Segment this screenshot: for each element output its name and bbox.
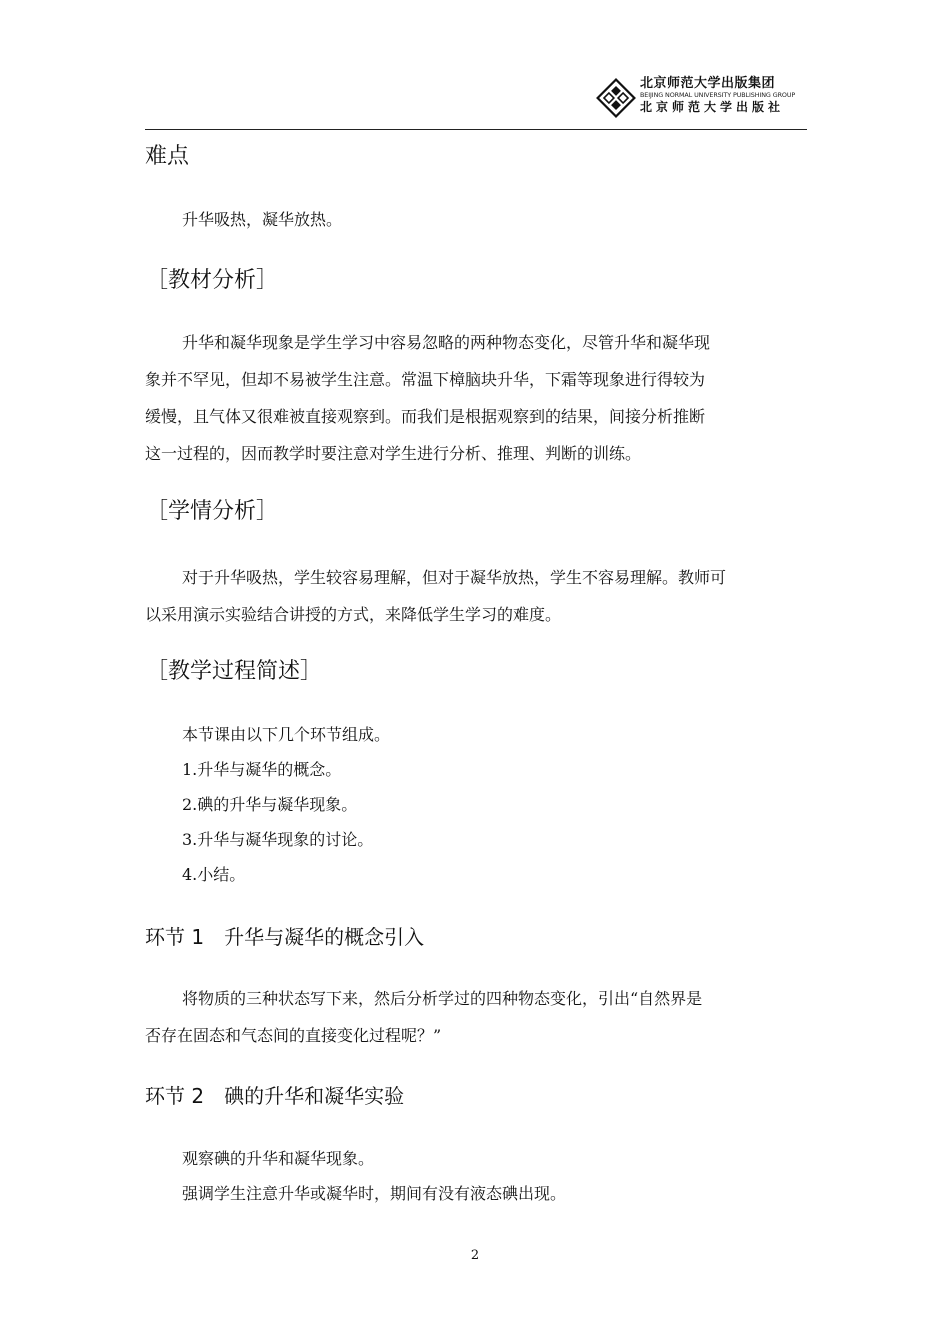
paragraph-line: 对于升华吸热，学生较容易理解，但对于凝华放热，学生不容易理解。教师可: [182, 568, 727, 587]
heading-jiaoxue-guocheng: ［教学过程简述］: [146, 659, 323, 684]
paragraph-line: 缓慢，且气体又很难被直接观察到。而我们是根据观察到的结果，间接分析推断: [145, 407, 706, 426]
paragraph-line: 象并不罕见，但却不易被学生注意。常温下樟脑块升华，下霜等现象进行得较为: [145, 370, 706, 389]
huanjie1-paragraph: [145, 980, 807, 1054]
list-item: 2.碘的升华与凝华现象。: [182, 795, 358, 814]
heading-huanjie-1: 环节 1 升华与凝华的概念引入: [145, 925, 425, 949]
xueqing-paragraph: [145, 559, 807, 633]
publisher-logo: [596, 76, 808, 120]
paragraph-line: 这一过程的，因而教学时要注意对学生进行分析、推理、判断的训练。: [145, 444, 642, 463]
paragraph-line: 升华和凝华现象是学生学习中容易忽略的两种物态变化，尽管升华和凝华现: [182, 333, 711, 352]
logo-press-name: 北京师范大学出版社: [640, 100, 785, 114]
heading-huanjie-2: 环节 2 碘的升华和凝华实验: [145, 1084, 405, 1108]
page-number: 2: [470, 1248, 480, 1263]
paragraph-line: 将物质的三种状态写下来，然后分析学过的四种物态变化，引出“自然界是: [182, 989, 703, 1008]
paragraph-line: 以采用演示实验结合讲授的方式，来降低学生学习的难度。: [145, 605, 562, 624]
header-divider: [145, 129, 807, 130]
heading-jiaocai-fenxi: ［教材分析］: [146, 268, 279, 293]
guocheng-intro: 本节课由以下几个环节组成。: [182, 725, 391, 744]
huanjie2-line: 强调学生注意升华或凝华时，期间有没有液态碘出现。: [182, 1184, 567, 1203]
jiaocai-paragraph: [145, 324, 807, 472]
list-item: 1.升华与凝华的概念。: [182, 760, 342, 779]
heading-nandian: 难点: [145, 144, 190, 169]
nandian-text: 升华吸热，凝华放热。: [182, 210, 343, 229]
logo-english-name: BEIJING NORMAL UNIVERSITY PUBLISHING GROUP: [640, 91, 796, 99]
list-item: 3.升华与凝华现象的讨论。: [182, 830, 374, 849]
logo-chinese-name: 北京师范大学出版集团: [640, 76, 776, 91]
huanjie2-line: 观察碘的升华和凝华现象。: [182, 1149, 375, 1168]
list-item: 4.小结。: [182, 865, 246, 884]
paragraph-line: 否存在固态和气态间的直接变化过程呢？”: [145, 1026, 442, 1045]
publisher-emblem-icon: [596, 78, 636, 118]
heading-xueqing-fenxi: ［学情分析］: [146, 499, 279, 524]
